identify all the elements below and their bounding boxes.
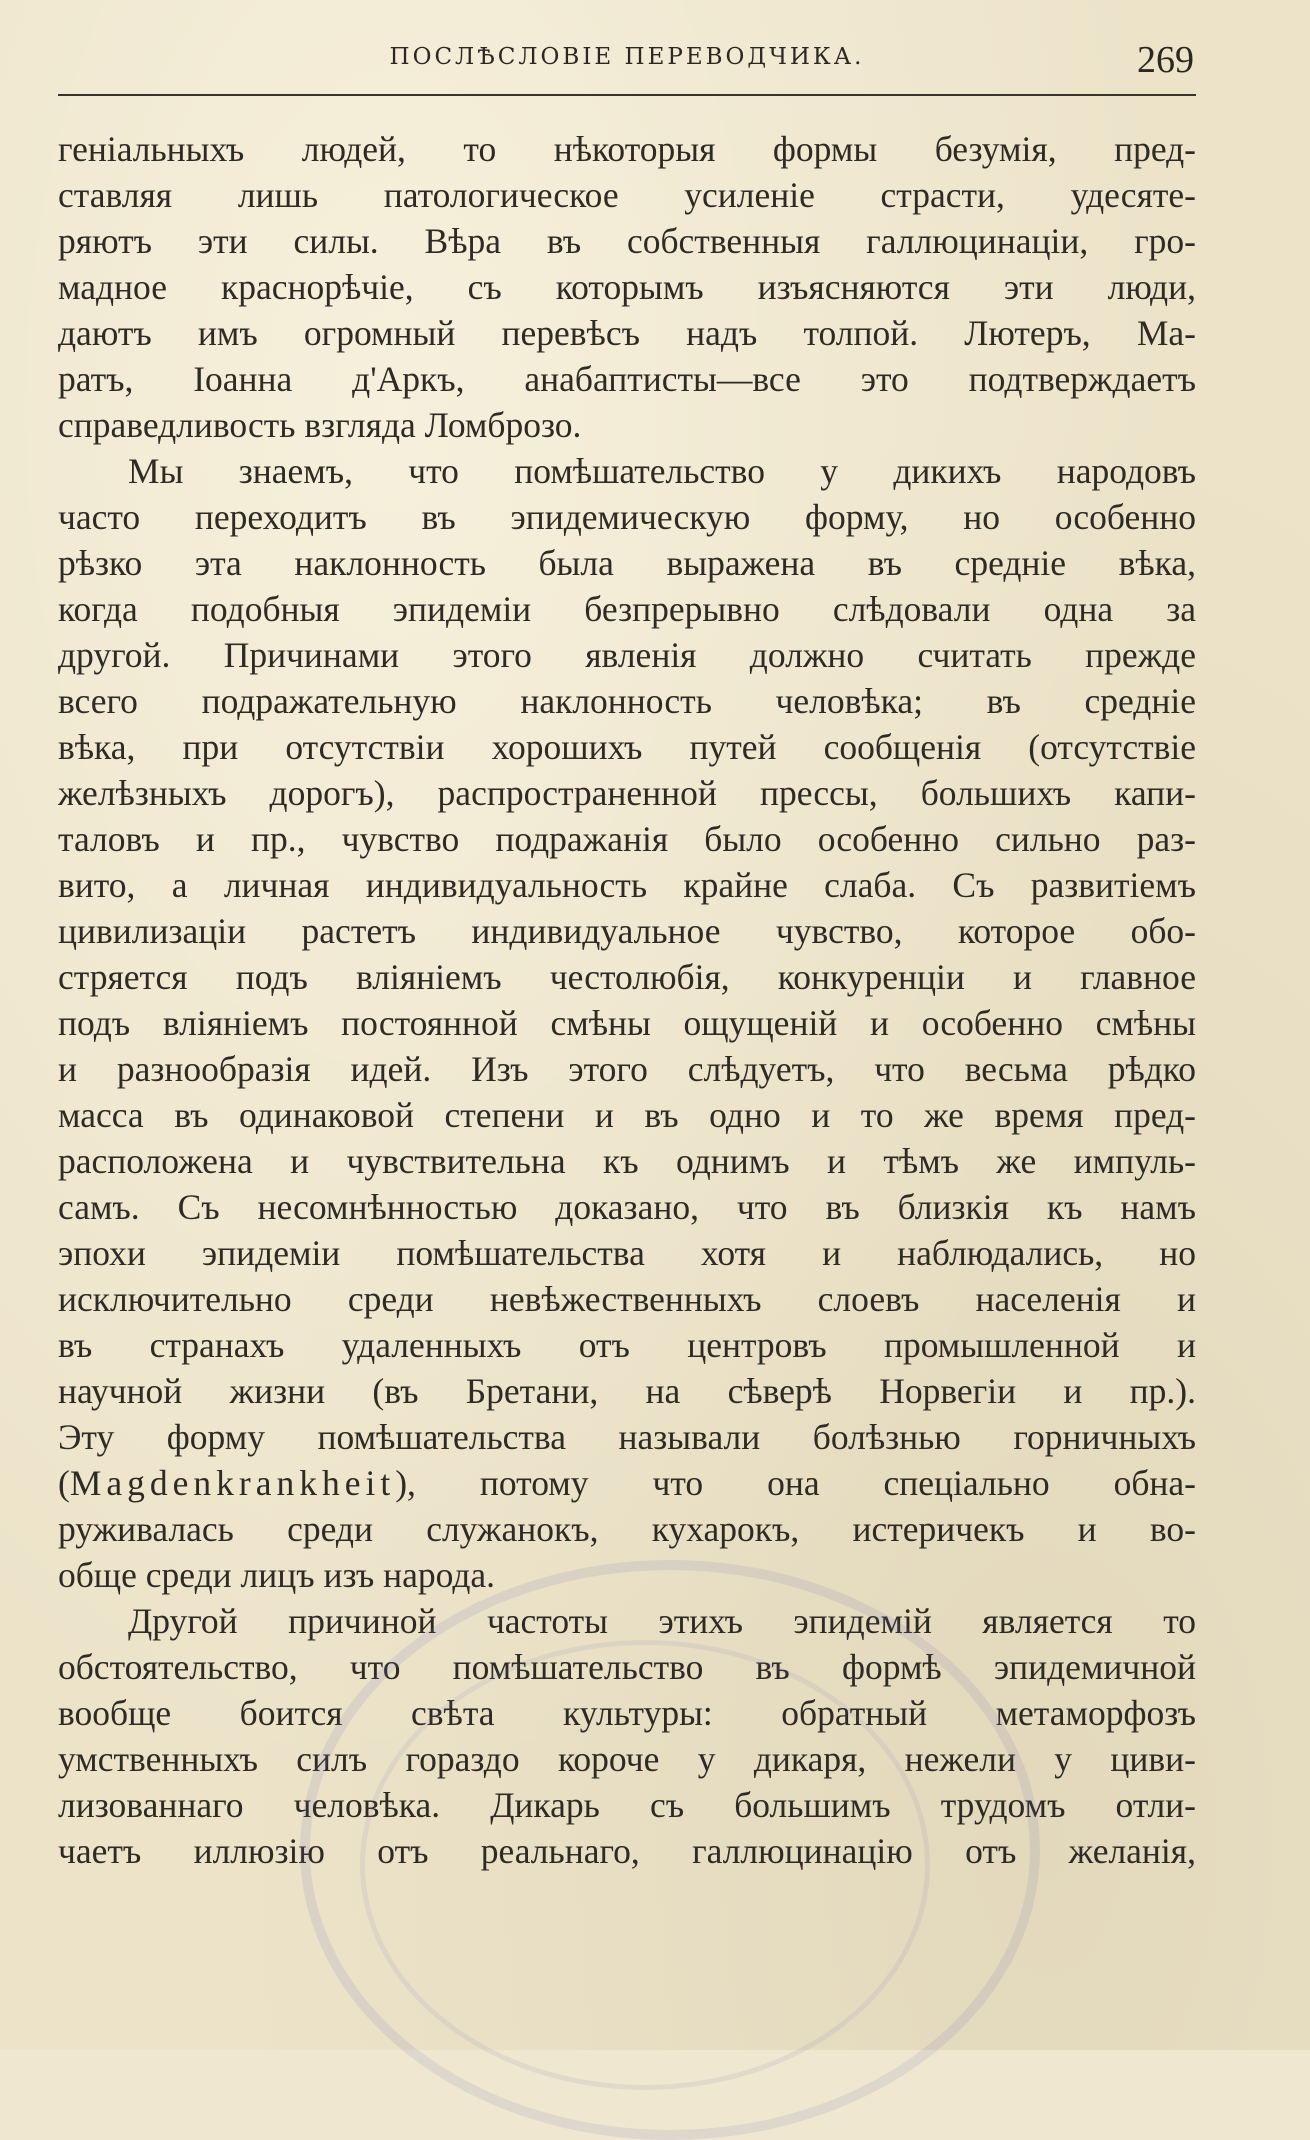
- text-line: исключительно среди невѣжественныхъ слоевъ населенія и: [58, 1279, 1196, 1319]
- text-line: научной жизни (въ Бретани, на сѣверѣ Норвегіи и пр.).: [58, 1371, 1196, 1411]
- text-line: самъ. Съ несомнѣнностью доказано, что въ близкія къ намъ: [58, 1187, 1196, 1227]
- text-line: Другой причиной частоты этихъ эпидемій является то: [128, 1601, 1196, 1641]
- text-line: вито, а личная индивидуальность крайне слаба. Съ развитіемъ: [58, 865, 1196, 905]
- spaced-term: Magdenkrankheit: [69, 1463, 396, 1503]
- text-line: таловъ и пр., чувство подражанія было особенно сильно раз-: [58, 819, 1196, 859]
- text-line: часто переходитъ въ эпидемическую форму, но особенно: [58, 497, 1196, 537]
- text-line: обще среди лицъ изъ народа.: [58, 1555, 496, 1595]
- text-line: другой. Причинами этого явленія должно считать прежде: [58, 635, 1196, 675]
- text-line: цивилизаціи растетъ индивидуальное чувство, которое обо-: [58, 911, 1196, 951]
- text-line: обстоятельство, что помѣшательство въ формѣ эпидемичной: [58, 1647, 1196, 1687]
- text-line: Мы знаемъ, что помѣшательство у дикихъ народовъ: [128, 451, 1196, 491]
- text-line: руживалась среди служанокъ, кухарокъ, истеричекъ и во-: [58, 1509, 1196, 1549]
- text-line: вообще боится свѣта культуры: обратный метаморфозъ: [58, 1693, 1196, 1733]
- text-line: геніальныхъ людей, то нѣкоторыя формы безумія, пред-: [58, 129, 1196, 169]
- text-line: чаетъ иллюзію отъ реальнаго, галлюцинацію отъ желанія,: [58, 1831, 1196, 1871]
- text-line: ратъ, Іоанна д'Аркъ, анабаптисты—все это подтверждаетъ: [58, 359, 1196, 399]
- text-line: всего подражательную наклонность человѣка; въ средніе: [58, 681, 1196, 721]
- text-line: желѣзныхъ дорогъ), распространенной прессы, большихъ капи-: [58, 773, 1196, 813]
- body-text: [58, 126, 1196, 1874]
- text-line: Эту форму помѣшательства называли болѣзнью горничныхъ: [58, 1417, 1196, 1457]
- text-line: вѣка, при отсутствіи хорошихъ путей сообщенія (отсутствіе: [58, 727, 1196, 767]
- text-line: лизованнаго человѣка. Дикарь съ большимъ трудомъ отли-: [58, 1785, 1196, 1825]
- running-title: ПОСЛѢСЛОВІЕ ПЕРЕВОДЧИКА.: [389, 44, 865, 70]
- text-line: подъ вліяніемъ постоянной смѣны ощущеній и особенно смѣны: [58, 1003, 1196, 1043]
- text-line: и разнообразія идей. Изъ этого слѣдуетъ, что весьма рѣдко: [58, 1049, 1196, 1089]
- text-line: масса въ одинаковой степени и въ одно и то же время пред-: [58, 1095, 1196, 1135]
- open-paren: (: [58, 1463, 70, 1503]
- page-number: 269: [1137, 39, 1194, 81]
- text-line: ряютъ эти силы. Вѣра въ собственныя галлюцинаціи, гро-: [58, 221, 1196, 261]
- text-line: рѣзко эта наклонность была выражена въ средніе вѣка,: [58, 543, 1196, 583]
- running-header: [58, 38, 1196, 96]
- text-line: умственныхъ силъ гораздо короче у дикаря, нежели у циви-: [58, 1739, 1196, 1779]
- text-line: стряется подъ вліяніемъ честолюбія, конкуренціи и главное: [58, 957, 1196, 997]
- line-rest: ), потому что она спеціально обна-: [395, 1463, 1196, 1503]
- text-line: ставляя лишь патологическое усиленіе страсти, удесяте-: [58, 175, 1196, 215]
- text-line: когда подобныя эпидеміи безпрерывно слѣдовали одна за: [58, 589, 1196, 629]
- text-line: справедливость взгляда Ломброзо.: [58, 405, 582, 445]
- text-line-spaced: [58, 1460, 1196, 1506]
- text-line: въ странахъ удаленныхъ отъ центровъ промышленной и: [58, 1325, 1196, 1365]
- text-line: эпохи эпидеміи помѣшательства хотя и наблюдались, но: [58, 1233, 1196, 1273]
- text-line: мадное краснорѣчіе, съ которымъ изъясняются эти люди,: [58, 267, 1196, 307]
- text-line: расположена и чувствительна къ однимъ и тѣмъ же импуль-: [58, 1141, 1196, 1181]
- text-line: даютъ имъ огромный перевѣсъ надъ толпой. Лютеръ, Ма-: [58, 313, 1196, 353]
